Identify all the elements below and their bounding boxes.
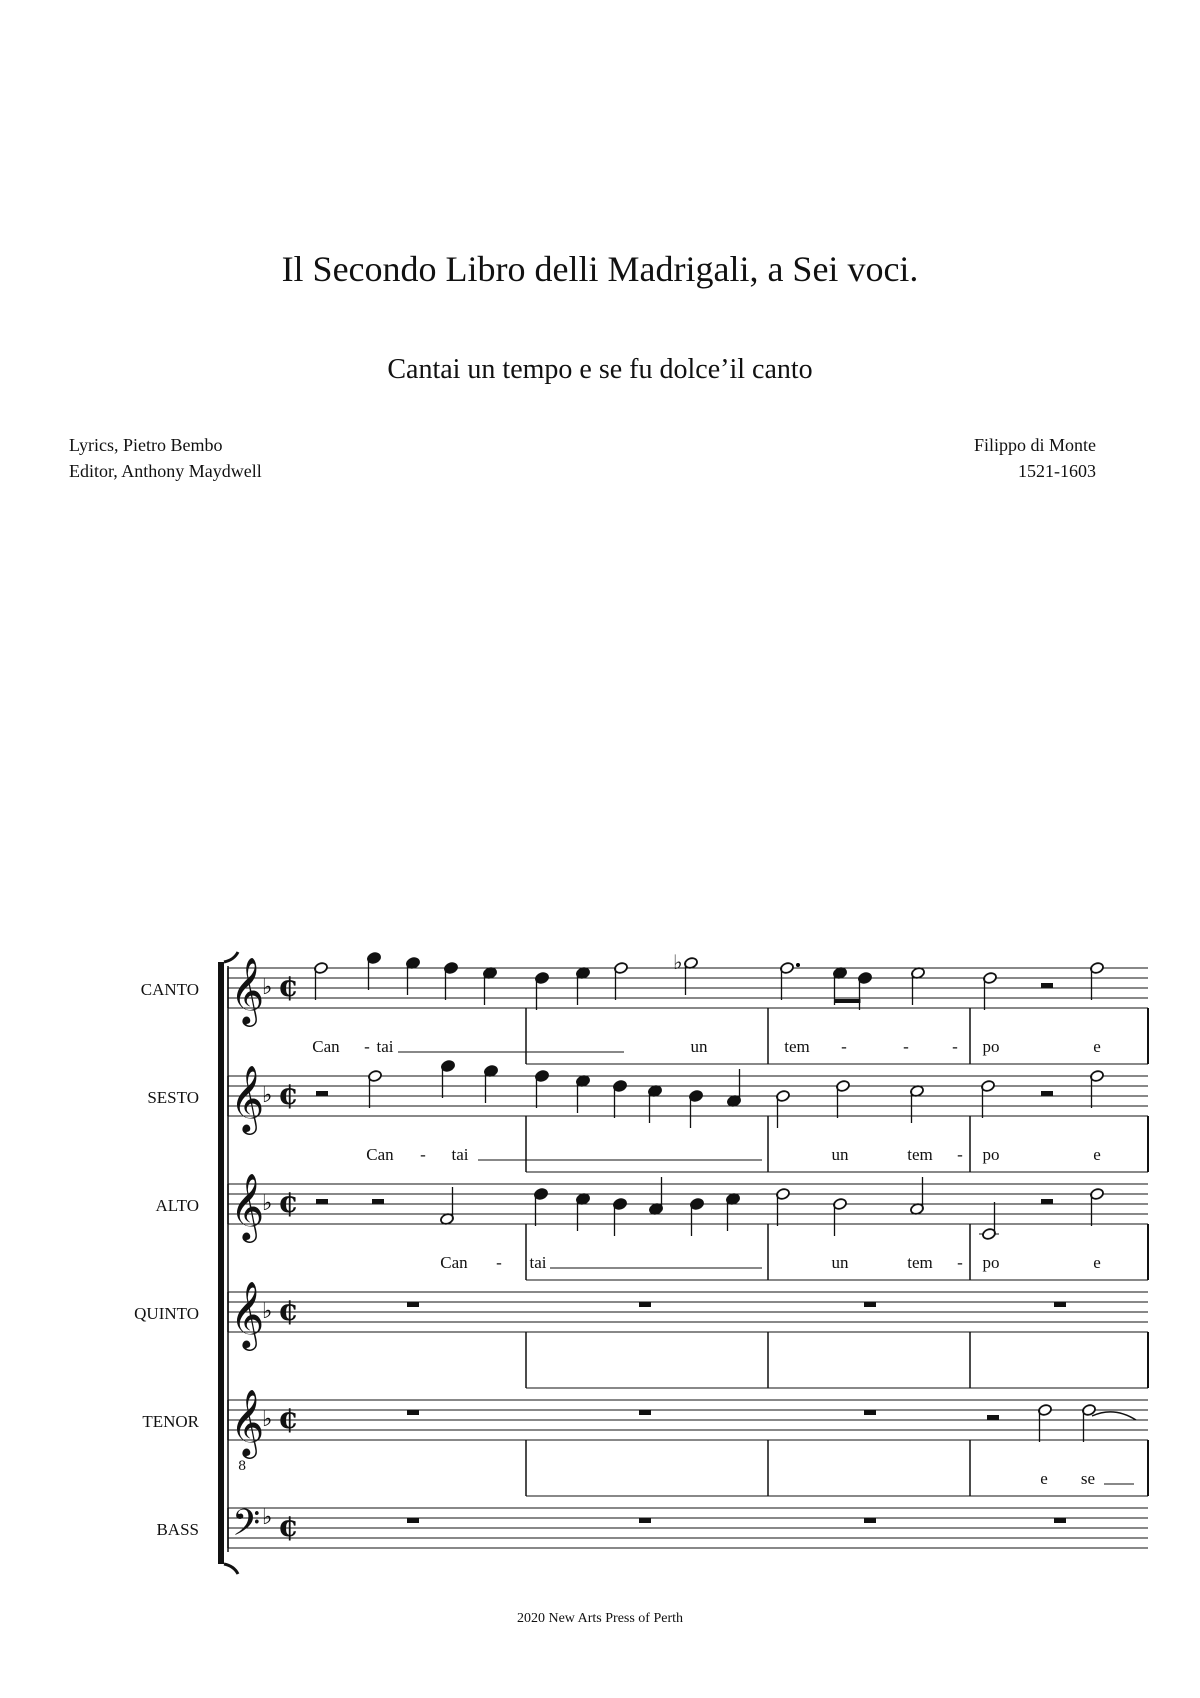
lyric-syllable: - <box>957 1145 963 1164</box>
lyric-syllable: e <box>1040 1469 1048 1488</box>
lyric-syllable: po <box>982 1253 1000 1272</box>
cut-time-icon: ¢ <box>278 1185 299 1220</box>
voice-name: SESTO <box>147 1088 199 1107</box>
whole-rest-icon <box>407 1302 419 1307</box>
note <box>576 1075 591 1113</box>
whole-rest-icon <box>639 1302 651 1307</box>
note <box>406 957 421 995</box>
note <box>576 967 591 1005</box>
lyric-syllable: tai <box>451 1145 469 1164</box>
flat-icon: ♭ <box>262 1407 273 1432</box>
treble-clef-icon: 𝄞 <box>230 1280 265 1348</box>
whole-rest-icon <box>1054 1302 1066 1307</box>
octave-mark: 8 <box>238 1459 247 1474</box>
note <box>780 962 800 1000</box>
whole-rest-icon <box>639 1410 651 1415</box>
note <box>368 1070 383 1108</box>
whole-rest-icon <box>1054 1518 1066 1523</box>
staff-tenor <box>142 1388 1148 1496</box>
half-rest-icon <box>1041 983 1053 988</box>
note <box>534 1188 549 1226</box>
lyric-syllable: se <box>1080 1469 1096 1488</box>
lyric-syllable: Can <box>312 1037 340 1056</box>
lyric-syllable: - <box>364 1037 370 1056</box>
note <box>911 967 926 1005</box>
lyric-syllable: - <box>841 1037 847 1056</box>
flat-icon: ♭ <box>262 1505 273 1530</box>
beam <box>835 999 861 1003</box>
voice-name: TENOR <box>142 1412 199 1431</box>
lyric-syllable: tem <box>907 1253 933 1272</box>
half-rest-icon <box>987 1415 999 1420</box>
note <box>979 1202 999 1240</box>
lyric-syllable: tem <box>784 1037 810 1056</box>
note <box>484 1065 499 1103</box>
cut-time-icon: ¢ <box>278 1293 299 1328</box>
tie <box>1092 1412 1136 1420</box>
note <box>910 1085 925 1123</box>
lyric-syllable: po <box>982 1145 1000 1164</box>
lyric-syllable: tai <box>376 1037 394 1056</box>
treble-clef-icon: 𝄞 <box>230 1388 265 1456</box>
dot <box>796 963 800 967</box>
note <box>689 1090 704 1128</box>
lyric-syllable: - <box>903 1037 909 1056</box>
accidental-flat-icon: ♭ <box>673 950 683 974</box>
note <box>535 972 550 1010</box>
whole-rest-icon <box>864 1302 876 1307</box>
treble-clef-icon: 𝄞 <box>230 956 265 1024</box>
page-title: Il Secondo Libro delli Madrigali, a Sei voci. <box>281 249 919 289</box>
cut-time-icon: ¢ <box>278 1509 299 1544</box>
staff-bass <box>156 1502 1148 1553</box>
lyric-syllable: un <box>831 1253 849 1272</box>
note <box>648 1085 663 1123</box>
lyric-syllable: - <box>496 1253 502 1272</box>
flat-icon: ♭ <box>262 975 273 1000</box>
bass-clef-icon: 𝄢 <box>232 1502 261 1553</box>
composer: Filippo di Monte <box>973 435 1096 455</box>
lyric-syllable: - <box>952 1037 958 1056</box>
note <box>690 1198 705 1236</box>
whole-rest-icon <box>407 1518 419 1523</box>
treble-clef-icon: 𝄞 <box>230 1064 265 1132</box>
voice-name: QUINTO <box>134 1304 199 1323</box>
whole-rest-icon <box>639 1518 651 1523</box>
lyric-syllable: un <box>831 1145 849 1164</box>
note <box>444 962 459 1000</box>
note <box>981 1080 996 1118</box>
lyric-syllable: - <box>957 1253 963 1272</box>
note <box>440 1187 455 1225</box>
composer-dates: 1521-1603 <box>1018 461 1096 481</box>
note <box>649 1177 664 1215</box>
half-rest-icon <box>372 1199 384 1204</box>
voice-name: BASS <box>156 1520 199 1539</box>
treble-clef-icon: 𝄞 <box>230 1172 265 1240</box>
flat-icon: ♭ <box>262 1083 273 1108</box>
note <box>836 1080 851 1118</box>
lyric-syllable: un <box>690 1037 708 1056</box>
half-rest-icon <box>316 1199 328 1204</box>
note <box>614 962 629 1000</box>
flat-icon: ♭ <box>262 1299 273 1324</box>
note <box>983 972 998 1010</box>
note <box>726 1193 741 1231</box>
note <box>576 1193 591 1231</box>
editor: Editor, Anthony Maydwell <box>69 461 262 481</box>
note <box>441 1060 456 1098</box>
piece-title: Cantai un tempo e se fu dolce’il canto <box>387 354 813 385</box>
system-bracket <box>218 952 238 1574</box>
note <box>1082 1404 1097 1442</box>
note <box>1090 962 1105 1000</box>
lyric-syllable: e <box>1093 1253 1101 1272</box>
lyric-syllable: - <box>420 1145 426 1164</box>
note <box>833 1198 848 1236</box>
half-rest-icon <box>1041 1091 1053 1096</box>
note <box>858 972 873 1010</box>
whole-rest-icon <box>864 1410 876 1415</box>
voice-name: ALTO <box>155 1196 199 1215</box>
note <box>613 1080 628 1118</box>
lyric-syllable: e <box>1093 1037 1101 1056</box>
note <box>483 967 498 1005</box>
voice-name: CANTO <box>140 980 199 999</box>
note <box>776 1090 791 1128</box>
footer-publisher: 2020 New Arts Press of Perth <box>516 1611 684 1626</box>
note <box>776 1188 791 1226</box>
note <box>367 952 382 990</box>
lyric-syllable: tem <box>907 1145 933 1164</box>
lyric-syllable: po <box>982 1037 1000 1056</box>
note <box>727 1069 742 1107</box>
lyric-syllable: Can <box>440 1253 468 1272</box>
cut-time-icon: ¢ <box>278 969 299 1004</box>
note <box>535 1070 550 1108</box>
note <box>1090 1070 1105 1108</box>
note <box>1090 1188 1105 1226</box>
cut-time-icon: ¢ <box>278 1401 299 1436</box>
staff-quinto <box>134 1280 1148 1388</box>
note <box>1038 1404 1053 1442</box>
lyric-syllable: e <box>1093 1145 1101 1164</box>
half-rest-icon <box>316 1091 328 1096</box>
half-rest-icon <box>1041 1199 1053 1204</box>
whole-rest-icon <box>864 1518 876 1523</box>
note <box>314 962 329 1000</box>
lyric-syllable: tai <box>529 1253 547 1272</box>
note <box>910 1177 925 1215</box>
whole-rest-icon <box>407 1410 419 1415</box>
note <box>613 1198 628 1236</box>
cut-time-icon: ¢ <box>278 1077 299 1112</box>
lyricist: Lyrics, Pietro Bembo <box>69 435 223 455</box>
flat-icon: ♭ <box>262 1191 273 1216</box>
lyric-syllable: Can <box>366 1145 394 1164</box>
